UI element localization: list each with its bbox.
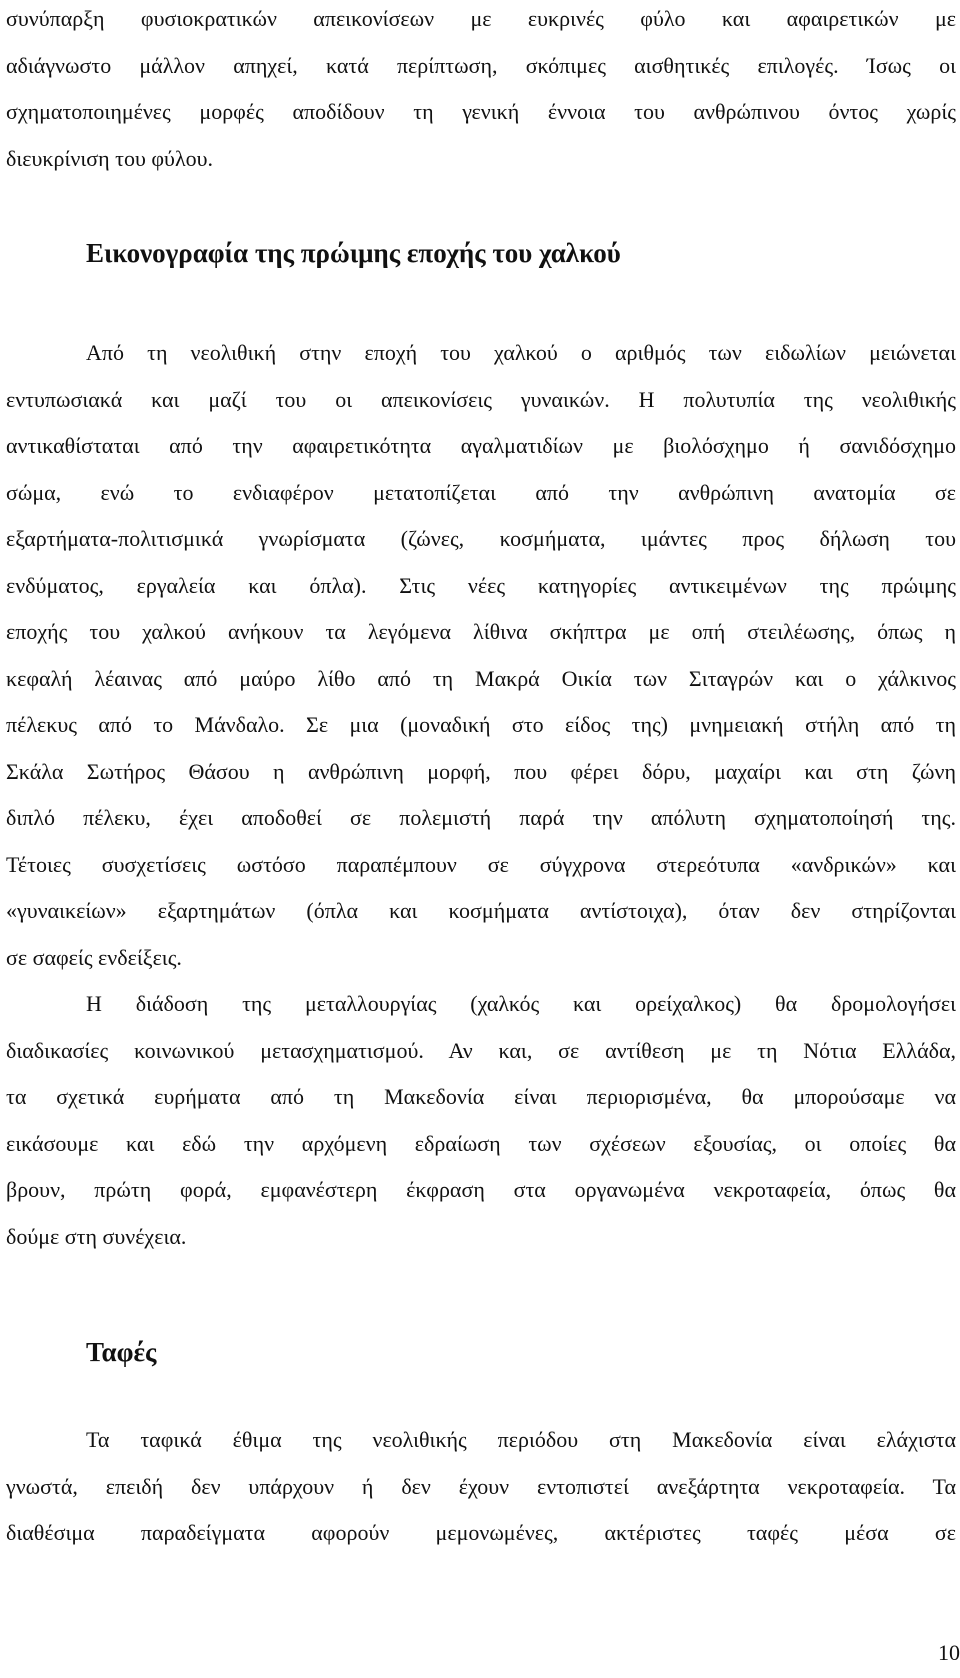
text-line: γνωστά, επειδή δεν υπάρχουν ή δεν έχουν εντοπιστεί ανεξάρτητα νεκροταφεία. Τα xyxy=(6,1473,956,1499)
section-heading-burials: Ταφές xyxy=(86,1337,157,1367)
paragraph-bronze-age xyxy=(6,330,956,1260)
text-line: βρουν, πρώτη φορά, εμφανέστερη έκφραση στα οργανωμένα νεκροταφεία, όπως θα xyxy=(6,1177,956,1202)
text-line: Η διάδοση της μεταλλουργίας (χαλκός και ορείχαλκος) θα δρομολογήσει xyxy=(86,991,956,1016)
text-line: ενδύματος, εργαλεία και όπλα). Στις νέες κατηγορίες αντικειμένων της πρώιμης xyxy=(6,572,956,598)
text-line: Τέτοιες συσχετίσεις ωστόσο παραπέμπουν σε σύγχρονα στερεότυπα «ανδρικών» και xyxy=(6,851,956,877)
text-line: Από τη νεολιθική στην εποχή του χαλκού ο αριθμός των ειδωλίων μειώνεται xyxy=(86,340,956,365)
text-line: αντικαθίσταται από την αφαιρετικότητα αγαλματιδίων με βιολόσχημο ή σανιδόσχημο xyxy=(6,433,956,458)
text-line: σε σαφείς ενδείξεις. xyxy=(6,944,182,970)
page-number: 10 xyxy=(938,1640,960,1665)
text-line: διαδικασίες κοινωνικού μετασχηματισμού. Αν και, σε αντίθεση με τη Νότια Ελλάδα, xyxy=(6,1037,956,1063)
text-line: σχηματοποιημένες μορφές αποδίδουν τη γενική έννοια του ανθρώπινου όντος χωρίς xyxy=(6,99,956,124)
text-line: Τα ταφικά έθιμα της νεολιθικής περιόδου στη Μακεδονία είναι ελάχιστα xyxy=(86,1427,956,1452)
text-line: δούμε στη συνέχεια. xyxy=(6,1223,187,1249)
paragraph-figurines-gender xyxy=(6,0,956,182)
text-line: αδιάγνωστο μάλλον απηχεί, κατά περίπτωση, σκόπιμες αισθητικές επιλογές. Ίσως οι xyxy=(6,52,956,78)
text-line: εντυπωσιακά και μαζί του οι απεικονίσεις γυναικών. Η πολυτυπία της νεολιθικής xyxy=(6,386,956,412)
text-line: διευκρίνιση του φύλου. xyxy=(6,145,214,171)
text-line: πέλεκυς από το Μάνδαλο. Σε μια (μοναδική στο είδος της) μνημειακή στήλη από τη xyxy=(6,712,956,737)
text-line: Σκάλα Σωτήρος Θάσου η ανθρώπινη μορφή, που φέρει δόρυ, μαχαίρι και στη ζώνη xyxy=(6,758,956,784)
text-line: διαθέσιμα παραδείγματα αφορούν μεμονωμένες, ακτέριστες ταφές μέσα σε xyxy=(6,1520,956,1545)
section-heading-bronze-age-iconography: Εικονογραφία της πρώιμης εποχής του χαλκού xyxy=(86,238,621,268)
text-line: διπλό πέλεκυ, έχει αποδοθεί σε πολεμιστή παρά την απόλυτη σχηματοποίησή της. xyxy=(6,805,956,830)
paragraph-burials xyxy=(6,1417,956,1557)
text-line: εικάσουμε και εδώ την αρχόμενη εδραίωση των σχέσεων εξουσίας, οι οποίες θα xyxy=(6,1130,956,1156)
text-line: εξαρτήματα-πολιτισμικά γνωρίσματα (ζώνες, κοσμήματα, ιμάντες προς δήλωση του xyxy=(6,526,956,551)
text-line: τα σχετικά ευρήματα από τη Μακεδονία είναι περιορισμένα, θα μπορούσαμε να xyxy=(6,1084,956,1109)
text-line: εποχής του χαλκού ανήκουν τα λεγόμενα λίθινα σκήπτρα με οπή στειλέωσης, όπως η xyxy=(6,619,956,644)
text-line: «γυναικείων» εξαρτημάτων (όπλα και κοσμήματα αντίστοιχα), όταν δεν στηρίζονται xyxy=(6,898,956,923)
text-line: συνύπαρξη φυσιοκρατικών απεικονίσεων με ευκρινές φύλο και αφαιρετικών με xyxy=(6,6,956,31)
text-line: σώμα, ενώ το ενδιαφέρον μετατοπίζεται από την ανθρώπινη ανατομία σε xyxy=(6,479,956,505)
text-line: κεφαλή λέαινας από μαύρο λίθο από τη Μακρά Οικία των Σιταγρών και ο χάλκινος xyxy=(6,665,956,691)
